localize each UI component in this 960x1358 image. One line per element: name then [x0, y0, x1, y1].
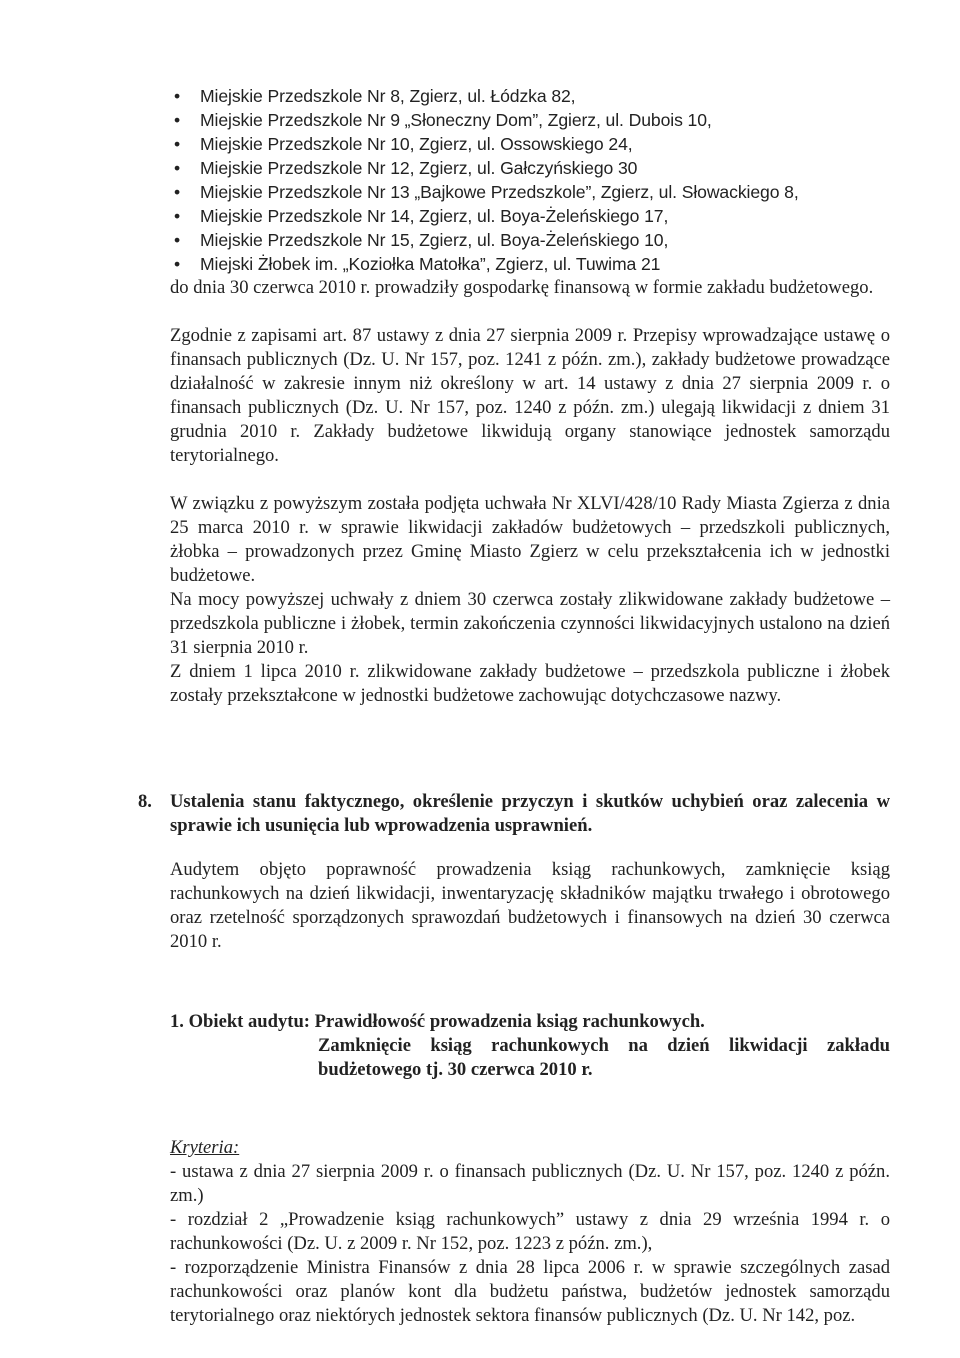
institution-list	[170, 84, 890, 276]
criteria-item: - rozporządzenie Ministra Finansów z dnia 28 lipca 2006 r. w sprawie szczególnych zasad rachunkowości oraz planów kont dla budżetu państwa, budżetów jednostek samorządu terytorialnego oraz niektórych jednostek sektora finansów publicznych (Dz. U. Nr 142, poz.	[170, 1257, 890, 1326]
bullet-icon: •	[174, 134, 181, 154]
section-title: Ustalenia stanu faktycznego, określenie przyczyn i skutków uchybień oraz zalecenia w sprawie ich usunięcia lub wprowadzenia usprawnień.	[170, 791, 890, 836]
list-item: • Miejskie Przedszkole Nr 9 „Słoneczny Dom”, Zgierz, ul. Dubois 10,	[174, 110, 712, 130]
paragraph-resolution: W związku z powyższym została podjęta uchwała Nr XLVI/428/10 Rady Miasta Zgierza z dnia 25 marca 2010 r. w sprawie likwidacji zakładów budżetowych – przedszkoli publicznych, żłobka – prowadzonych przez Gminę Miasto Zgierz w celu przekształcenia ich w jednostki budżetowe.	[170, 493, 890, 586]
bullet-icon: •	[174, 230, 181, 250]
criteria-item: - rozdział 2 „Prowadzenie ksiąg rachunkowych” ustawy z dnia 29 września 1994 r. o rachunkowości (Dz. U. z 2009 r. Nr 152, poz. 1223 z późn. zm.),	[170, 1209, 890, 1254]
list-item: • Miejski Żłobek im. „Koziołka Matołka”, Zgierz, ul. Tuwima 21	[174, 254, 661, 274]
paragraph-audit-scope: Audytem objęto poprawność prowadzenia ksiąg rachunkowych, zamknięcie ksiąg rachunkowych na dzień likwidacji, inwentaryzację składników majątku trwałego i obrotowego oraz rzetelność sporządzonych sprawozdań budżetowych i finansowych na dzień 30 czerwca 2010 r.	[170, 859, 890, 952]
bullet-icon: •	[174, 86, 181, 106]
bullet-icon: •	[174, 182, 181, 202]
list-item: • Miejskie Przedszkole Nr 15, Zgierz, ul. Boya-Żeleńskiego 10,	[174, 230, 669, 250]
list-item: • Miejskie Przedszkole Nr 12, Zgierz, ul. Gałczyńskiego 30	[174, 158, 638, 178]
paragraph-liquidation: Na mocy powyższej uchwały z dniem 30 czerwca zostały zlikwidowane zakłady budżetowe – przedszkola publiczne i żłobek, termin zakończenia czynności likwidacyjnych ustalono na dzień 31 sierpnia 2010 r.	[170, 589, 890, 658]
section-heading	[138, 790, 890, 838]
paragraph-transformation: Z dniem 1 lipca 2010 r. zlikwidowane zakłady budżetowe – przedszkola publiczne i żłobek zostały przekształcone w jednostki budżetowe zachowując dotychczasowe nazwy.	[170, 661, 890, 706]
paragraph-budget-form: do dnia 30 czerwca 2010 r. prowadziły gospodarkę finansową w formie zakładu budżetowego.	[170, 277, 874, 298]
audit-object-heading: 1. Obiekt audytu: Prawidłowość prowadzenia ksiąg rachunkowych.	[170, 1011, 705, 1032]
paragraph-legal-basis: Zgodnie z zapisami art. 87 ustawy z dnia 27 sierpnia 2009 r. Przepisy wprowadzające ustawę o finansach publicznych (Dz. U. Nr 157, poz. 1241 z późn. zm.), zakłady budżetowe prowadzące działalność w zakresie innym niż określony w art. 14 ustawy z dnia 27 sierpnia 2009 r. o finansach publicznych (Dz. U. Nr 157, poz. 1240 z późn. zm.) ulegają likwidacji z dniem 31 grudnia 2010 r. Zakłady budżetowe likwidują organy stanowiące jednostek samorządu terytorialnego.	[170, 325, 890, 466]
criteria-block	[170, 1136, 890, 1328]
bullet-icon: •	[174, 158, 181, 178]
section-number: 8.	[138, 791, 152, 812]
bullet-icon: •	[174, 206, 181, 226]
criteria-item: - ustawa z dnia 27 sierpnia 2009 r. o finansach publicznych (Dz. U. Nr 157, poz. 1240 z późn. zm.)	[170, 1161, 890, 1206]
bullet-icon: •	[174, 254, 181, 274]
criteria-label: Kryteria:	[170, 1137, 240, 1158]
list-item: • Miejskie Przedszkole Nr 8, Zgierz, ul. Łódzka 82,	[174, 86, 576, 106]
bullet-icon: •	[174, 110, 181, 130]
list-item: • Miejskie Przedszkole Nr 13 „Bajkowe Przedszkole”, Zgierz, ul. Słowackiego 8,	[174, 182, 799, 202]
audit-object-subheading: Zamknięcie ksiąg rachunkowych na dzień likwidacji zakładu budżetowego tj. 30 czerwca 2010 r.	[318, 1035, 890, 1080]
list-item: • Miejskie Przedszkole Nr 10, Zgierz, ul. Ossowskiego 24,	[174, 134, 633, 154]
list-item: • Miejskie Przedszkole Nr 14, Zgierz, ul. Boya-Żeleńskiego 17,	[174, 206, 669, 226]
